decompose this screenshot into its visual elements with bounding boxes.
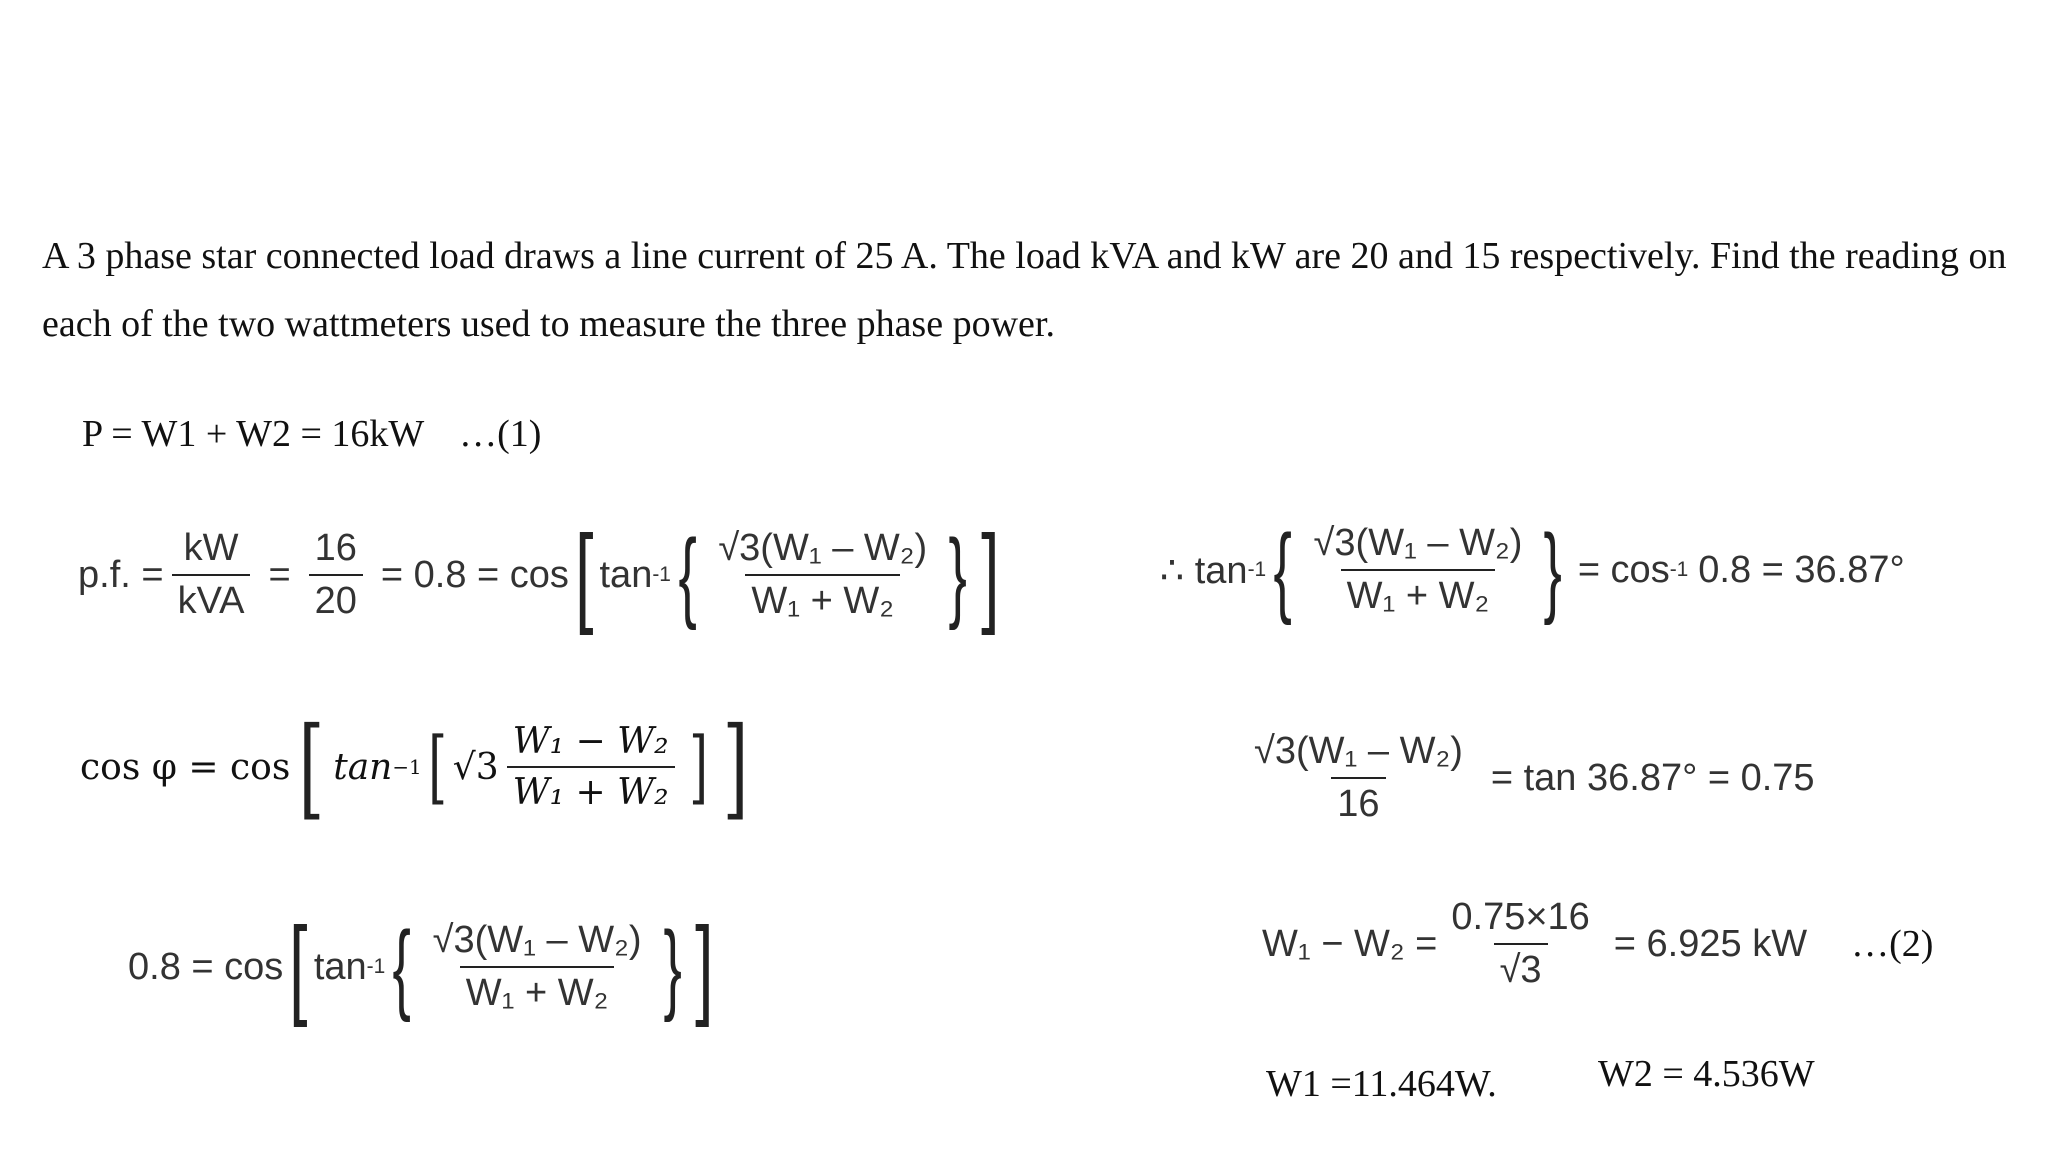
close-bracket: ] bbox=[980, 513, 1000, 636]
open-bracket-inner: [ bbox=[427, 720, 447, 813]
close-brace: } bbox=[663, 911, 682, 1023]
pf-tan: tan bbox=[599, 553, 653, 596]
eq08-den: W₁ + W₂ bbox=[460, 966, 615, 1015]
cosphi-den: W₁ + W₂ bbox=[507, 766, 675, 813]
equation-1-tag: …(1) bbox=[459, 413, 542, 455]
pf-mid: = 0.8 = cos bbox=[380, 553, 569, 596]
pf-frac3-num: √3(W₁ – W₂) bbox=[718, 527, 928, 569]
pf-frac3-den: W₁ + W₂ bbox=[745, 574, 900, 623]
equation-1 bbox=[82, 412, 541, 456]
pf-inv: -1 bbox=[652, 563, 671, 586]
diff-equation bbox=[1262, 896, 1933, 992]
therefore-rhs: = cos bbox=[1577, 548, 1670, 591]
close-bracket-inner: ] bbox=[688, 720, 708, 813]
pf-frac2-num: 16 bbox=[314, 527, 357, 569]
eq08-tan: tan bbox=[313, 945, 367, 988]
diff-den: √3 bbox=[1494, 943, 1548, 992]
open-brace: { bbox=[678, 519, 697, 631]
open-bracket: [ bbox=[575, 513, 594, 636]
pf-frac2-den: 20 bbox=[309, 574, 363, 623]
ratio-rhs: = tan 36.87° = 0.75 bbox=[1490, 756, 1815, 799]
pf-frac-16-20 bbox=[309, 527, 363, 623]
pf-lhs: p.f. = bbox=[78, 553, 164, 596]
cosphi-lhs: cos φ = cos bbox=[80, 746, 291, 788]
pf-frac-den: kVA bbox=[172, 574, 251, 623]
therefore-inv: -1 bbox=[1247, 558, 1267, 581]
eq08-equation bbox=[128, 905, 719, 1028]
therefore-frac bbox=[1308, 522, 1529, 618]
pf-frac-kw-kva bbox=[172, 527, 251, 623]
therefore-rhs-inv: -1 bbox=[1669, 558, 1689, 581]
cosphi-equation bbox=[80, 703, 757, 831]
eq08-inv: -1 bbox=[366, 955, 386, 978]
result-w1: W1 =11.464W. bbox=[1266, 1063, 1497, 1105]
pf-frac-w bbox=[712, 527, 933, 623]
diff-lhs: W₁ − W₂ = bbox=[1262, 922, 1438, 965]
eq08-frac bbox=[427, 919, 648, 1015]
therefore-sym: ∴ tan bbox=[1160, 549, 1248, 592]
cosphi-sqrt: √3 bbox=[452, 746, 499, 788]
cosphi-inv: −1 bbox=[392, 755, 422, 779]
therefore-rhs-tail: 0.8 = 36.87° bbox=[1698, 548, 1905, 591]
pf-eq-sign: = bbox=[268, 553, 291, 596]
problem-statement: A 3 phase star connected load draws a line current of 25 A. The load kVA and kW are 20 and 15 respectively. Find the reading on each of the two wattmeters used to measure the three phase power. bbox=[42, 235, 2007, 345]
ratio-den: 16 bbox=[1331, 777, 1385, 826]
pf-equation bbox=[78, 513, 1005, 636]
diff-tag: …(2) bbox=[1851, 923, 1934, 965]
open-bracket: [ bbox=[289, 905, 308, 1028]
close-brace: } bbox=[948, 519, 968, 631]
ratio-equation bbox=[1240, 730, 1815, 826]
eq08-num: √3(W₁ – W₂) bbox=[432, 919, 642, 961]
therefore-equation bbox=[1160, 514, 1905, 626]
diff-num: 0.75×16 bbox=[1451, 896, 1590, 938]
cosphi-frac bbox=[507, 721, 675, 813]
cosphi-num: W₁ − W₂ bbox=[512, 721, 669, 762]
close-bracket: ] bbox=[695, 905, 714, 1028]
cosphi-tan: tan bbox=[333, 746, 393, 788]
close-brace: } bbox=[1543, 514, 1563, 626]
equation-1-text: P = W1 + W2 = 16kW bbox=[82, 413, 424, 455]
therefore-num: √3(W₁ – W₂) bbox=[1313, 522, 1523, 564]
open-bracket: [ bbox=[298, 703, 325, 831]
open-brace: { bbox=[392, 911, 412, 1023]
ratio-frac bbox=[1248, 730, 1469, 826]
eq08-lhs: 0.8 = cos bbox=[128, 945, 284, 988]
diff-frac bbox=[1445, 896, 1595, 992]
therefore-den: W₁ + W₂ bbox=[1341, 569, 1496, 618]
open-brace: { bbox=[1273, 514, 1293, 626]
pf-frac-num: kW bbox=[183, 527, 239, 569]
result-w2: W2 = 4.536W bbox=[1598, 1053, 1815, 1095]
close-bracket: ] bbox=[722, 703, 749, 831]
diff-rhs: = 6.925 kW bbox=[1613, 922, 1808, 965]
ratio-num: √3(W₁ – W₂) bbox=[1254, 730, 1463, 772]
